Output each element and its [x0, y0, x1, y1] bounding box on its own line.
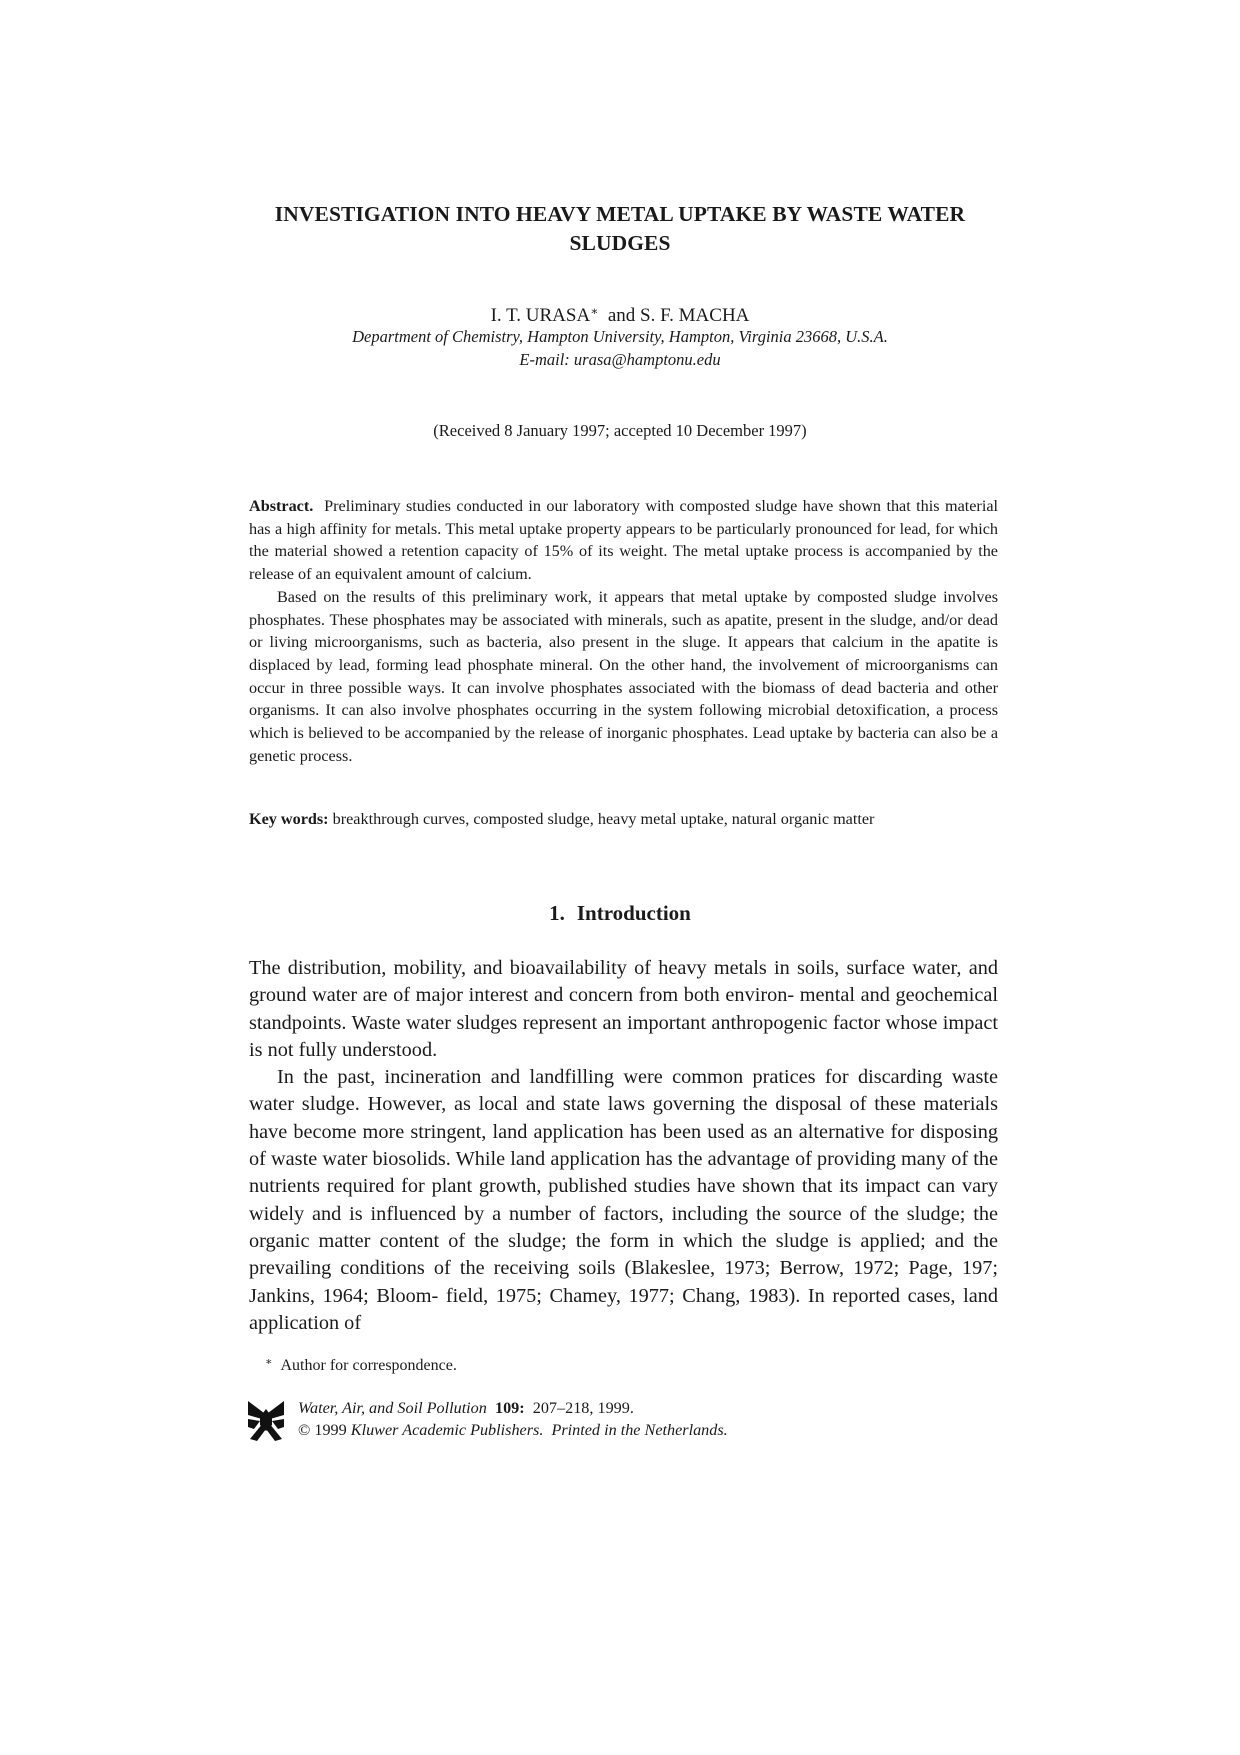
printed-location: Printed in the Netherlands.	[551, 1421, 728, 1439]
received-dates: (Received 8 January 1997; accepted 10 December 1997)	[433, 421, 807, 440]
body-text	[249, 955, 998, 1337]
abstract-para-2: Based on the results of this preliminary work, it appears that metal uptake by composted sludge involves phosphates. These phosphates may be associated with minerals, such as apatite, present in the sludge, and/or dead or living microorganisms, such as bacteria, also present in the sluge. It appears that calcium in the apatite is displaced by lead, forming lead phosphate mineral. On the other hand, the involvement of microorganisms can occur in three possible ways. It can involve phosphates associated with the biomass of dead bacteria and other organisms. It can also involve phosphates occurring in the system following microbial detoxification, a process which is believed to be accompanied by the release of inorganic phosphates. Lead uptake by bacteria can also be a genetic process.	[249, 587, 998, 765]
author-2: S. F. MACHA	[640, 305, 750, 326]
journal-info	[298, 1397, 728, 1441]
copyright-year: 1999	[314, 1421, 347, 1439]
abstract-para-1	[249, 495, 998, 586]
abstract-para-1-text: Preliminary studies conducted in our laboratory with composted sludge have shown that this material has a high affinity for metals. This metal uptake property appears to be particularly pronounced for lead, for which the material showed a retention capacity of 15% of its weight. The metal uptake process is accompanied by the release of an equivalent amount of calcium.	[249, 497, 999, 584]
keywords-label: Key words:	[249, 810, 329, 828]
publisher-name: Kluwer Academic Publishers.	[350, 1421, 544, 1439]
author-1-footnote-mark: ∗	[590, 304, 599, 318]
author-1: I. T. URASA	[490, 305, 591, 326]
authors-joiner: and	[607, 305, 636, 326]
department: Department of Chemistry, Hampton University, Hampton, Virginia 23668, U.S.A.	[352, 327, 888, 346]
footnote-text: Author for correspondence.	[280, 1357, 457, 1374]
journal-volume: 109:	[494, 1399, 525, 1417]
affiliation	[240, 325, 1000, 371]
paper-title	[240, 200, 1000, 258]
keywords	[249, 808, 998, 830]
abstract-label: Abstract.	[249, 497, 314, 515]
copyright-symbol: ©	[298, 1421, 311, 1439]
body-para-1: The distribution, mobility, and bioavailability of heavy metals in soils, surface water, and ground water are of major interest and concern from both environ- mental and geochemical standpoints. Waste water sludges represent an important anthropogenic factor whose impact is not fully understood.	[249, 957, 998, 1061]
abstract	[249, 495, 998, 767]
journal-pages: 207–218, 1999.	[532, 1399, 634, 1417]
publisher-logo-icon	[248, 1399, 284, 1441]
section-title: Introduction	[576, 901, 691, 925]
journal-name: Water, Air, and Soil Pollution	[298, 1399, 487, 1417]
copyright-line	[298, 1419, 728, 1441]
title-line-2: SLUDGES	[569, 231, 671, 255]
section-number: 1.	[549, 901, 565, 925]
body-para-2: In the past, incineration and landfilling were common pratices for discarding waste water sludge. However, as local and state laws governing the disposal of these materials have become more stringent, land application has been used as an alternative for disposing of waste water biosolids. While land application has the advantage of providing many of the nutrients required for plant growth, published studies have shown that its impact can vary widely and is influenced by a number of factors, including the source of the sludge; the organic matter content of the sludge; the form in which the sludge is applied; and the prevailing conditions of the receiving soils (Blakeslee, 1973; Berrow, 1972; Page, 197; Jankins, 1964; Bloom- field, 1975; Chamey, 1977; Chang, 1983). In reported cases, land application of	[249, 1066, 998, 1334]
title-line-1: INVESTIGATION INTO HEAVY METAL UPTAKE BY WASTE WATER	[274, 202, 966, 226]
keywords-text: breakthrough curves, composted sludge, heavy metal uptake, natural organic matter	[332, 810, 875, 828]
email: E-mail: urasa@hamptonu.edu	[519, 350, 721, 369]
footnote	[265, 1351, 457, 1377]
footnote-mark: ∗	[265, 1356, 273, 1368]
journal-citation	[298, 1397, 728, 1419]
authors	[240, 299, 1000, 328]
section-heading	[240, 900, 1000, 926]
